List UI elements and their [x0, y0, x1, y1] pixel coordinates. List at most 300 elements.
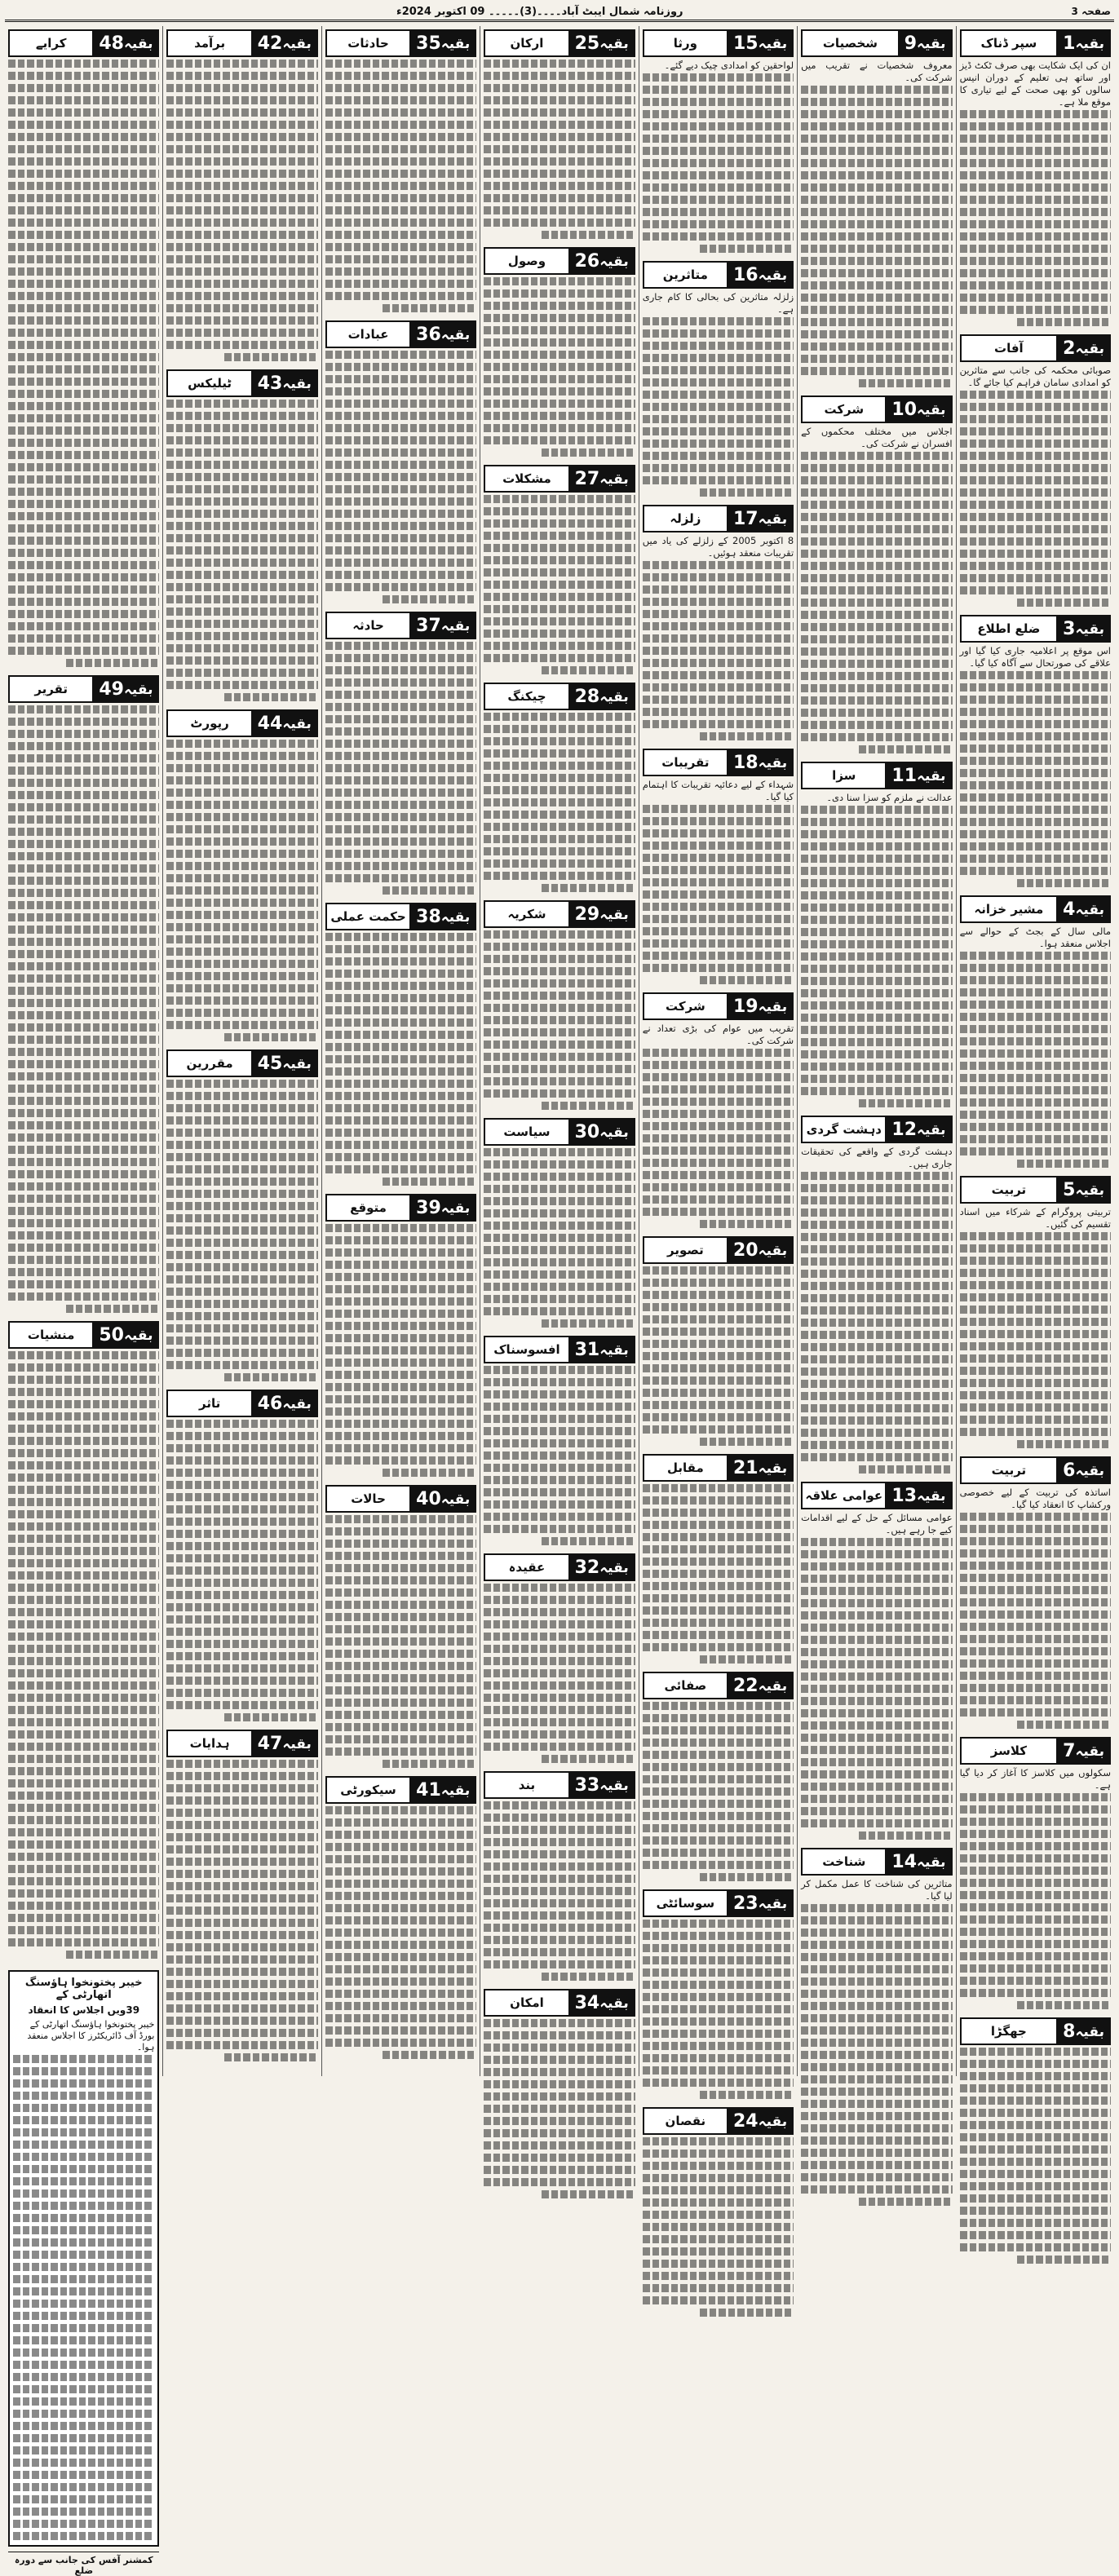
- text-line: [960, 2097, 1111, 2105]
- article-topic: سیکورٹی: [327, 1778, 409, 1802]
- text-line: [166, 1129, 317, 1137]
- text-line: [643, 329, 794, 338]
- text-line: [960, 1244, 1111, 1253]
- continuation-number: 5: [1063, 1179, 1076, 1200]
- footer-note: کمشنر آفس کی جانب سے دورہ ضلع: [8, 2552, 159, 2576]
- text-line: [8, 852, 159, 860]
- news-box-subtitle: 39ویں اجلاس کا انعقاد: [28, 2004, 140, 2016]
- text-line: [8, 1620, 159, 1628]
- text-line: [166, 1554, 317, 1562]
- text-line: [484, 375, 635, 383]
- text-line: [960, 1098, 1111, 1107]
- continuation-label: [1056, 336, 1109, 360]
- text-line: [801, 1746, 952, 1754]
- continuation-label: [409, 904, 475, 929]
- text-line: [960, 1574, 1111, 1582]
- text-line: [960, 208, 1111, 216]
- continuation-label: [251, 371, 316, 395]
- text-line: [643, 464, 794, 472]
- text-line: [801, 2026, 952, 2035]
- article-topic: تصویر: [644, 1238, 727, 1262]
- text-line: [13, 2263, 154, 2271]
- text-line: [166, 1518, 317, 1526]
- text-line: [960, 513, 1111, 521]
- text-line: [801, 928, 952, 936]
- text-line: [8, 353, 159, 361]
- text-line: [166, 243, 317, 251]
- text-line: [224, 2053, 318, 2061]
- text-line: [960, 2109, 1111, 2117]
- baqia-word: بقیہ: [599, 253, 629, 270]
- text-line: [166, 1689, 317, 1697]
- text-line: [484, 1706, 635, 1714]
- continuation-label: [1056, 897, 1109, 921]
- continuation-label: [92, 1323, 157, 1347]
- text-line: [325, 255, 476, 263]
- text-line: [166, 1931, 317, 1939]
- text-line: [166, 304, 317, 312]
- text-line: [484, 145, 635, 153]
- text-line: [801, 1904, 952, 1912]
- article-topic: صفائی: [644, 1673, 727, 1698]
- text-line: [801, 1538, 952, 1546]
- text-line: [325, 1407, 476, 1416]
- text-line: [8, 1718, 159, 1726]
- continuation-number: 46: [257, 1393, 283, 1414]
- text-line: [166, 1980, 317, 1988]
- text-line: [166, 133, 317, 141]
- text-line: [325, 375, 476, 383]
- text-line: [484, 84, 635, 92]
- article-block: [484, 26, 635, 239]
- column-4: [480, 26, 638, 2076]
- text-line: [166, 1615, 317, 1624]
- baqia-word: بقیہ: [758, 2113, 788, 2130]
- article-header: [643, 992, 794, 1020]
- text-lines: [166, 740, 317, 1041]
- text-line: [801, 1087, 952, 1095]
- text-line: [484, 2178, 635, 2186]
- text-line: [325, 789, 476, 797]
- continuation-label: [409, 1487, 475, 1511]
- text-line: [484, 157, 635, 166]
- text-lines: [484, 1584, 635, 1763]
- text-line: [383, 304, 476, 312]
- article-topic: شرکت: [644, 994, 727, 1018]
- text-line: [484, 1488, 635, 1496]
- text-line: [325, 1625, 476, 1633]
- text-line: [224, 1373, 318, 1381]
- text-lines: [484, 1366, 635, 1545]
- text-line: [643, 829, 794, 837]
- text-line: [643, 1558, 794, 1566]
- text-line: [325, 1818, 476, 1827]
- baqia-word: بقیہ: [758, 998, 788, 1015]
- text-line: [801, 1306, 952, 1315]
- text-line: [166, 1796, 317, 1805]
- text-line: [8, 705, 159, 714]
- text-line: [801, 1916, 952, 1924]
- text-line: [8, 329, 159, 337]
- text-line: [801, 1026, 952, 1034]
- text-line: [643, 2272, 794, 2280]
- text-line: [801, 916, 952, 924]
- continuation-number: 29: [574, 904, 600, 925]
- text-line: [166, 984, 317, 992]
- text-line: [484, 2154, 635, 2162]
- text-line: [8, 1268, 159, 1276]
- text-line: [8, 730, 159, 738]
- article-block: [801, 1478, 952, 1840]
- baqia-word: بقیہ: [599, 1124, 629, 1141]
- text-line: [8, 610, 159, 618]
- text-line: [325, 2026, 476, 2035]
- text-line: [166, 473, 317, 481]
- text-lines: [801, 806, 952, 1107]
- text-line: [325, 1092, 476, 1100]
- article-block: [166, 706, 317, 1041]
- text-line: [166, 923, 317, 931]
- text-line: [325, 182, 476, 190]
- text-line: [8, 1072, 159, 1080]
- text-line: [325, 424, 476, 432]
- text-line: [643, 2247, 794, 2256]
- continuation-label: [251, 1391, 316, 1416]
- text-line: [643, 220, 794, 228]
- article-block: [166, 1046, 317, 1381]
- text-line: [801, 1368, 952, 1376]
- text-line: [643, 2296, 794, 2304]
- text-line: [484, 1718, 635, 1726]
- text-line: [8, 938, 159, 946]
- text-line: [13, 2116, 154, 2124]
- text-lines: [643, 561, 794, 740]
- baqia-word: بقیہ: [599, 1995, 629, 2012]
- text-line: [325, 1904, 476, 1912]
- text-line: [960, 2243, 1111, 2251]
- text-line: [166, 280, 317, 288]
- text-line: [700, 732, 794, 740]
- text-lines: [960, 1793, 1111, 2009]
- text-line: [325, 1977, 476, 1986]
- text-line: [801, 476, 952, 484]
- text-line: [859, 379, 953, 387]
- text-line: [801, 842, 952, 851]
- article-header: [960, 2017, 1111, 2045]
- text-line: [8, 1133, 159, 1142]
- text-line: [960, 452, 1111, 460]
- text-line: [801, 135, 952, 143]
- article-block: [166, 1726, 317, 2061]
- article-topic: حالات: [327, 1487, 409, 1511]
- text-line: [484, 387, 635, 395]
- text-line: [960, 818, 1111, 826]
- text-line: [325, 874, 476, 882]
- text-line: [166, 1505, 317, 1513]
- continuation-number: 41: [416, 1779, 441, 1801]
- text-line: [166, 341, 317, 349]
- baqia-word: بقیہ: [1075, 621, 1104, 638]
- baqia-word: بقیہ: [1075, 2023, 1104, 2040]
- baqia-word: بقیہ: [758, 1895, 788, 1912]
- text-lines: [8, 705, 159, 1313]
- text-line: [325, 776, 476, 784]
- text-line: [960, 1403, 1111, 1412]
- article-header: [166, 29, 317, 57]
- text-line: [960, 806, 1111, 814]
- text-line: [166, 1542, 317, 1550]
- text-line: [325, 1116, 476, 1125]
- text-line: [960, 464, 1111, 472]
- text-line: [960, 110, 1111, 118]
- text-line: [8, 1023, 159, 1032]
- text-line: [8, 1755, 159, 1763]
- text-line: [166, 1591, 317, 1599]
- text-line: [801, 501, 952, 509]
- text-line: [8, 913, 159, 921]
- baqia-word: بقیہ: [599, 35, 629, 52]
- baqia-word: بقیہ: [1075, 1743, 1104, 1760]
- text-line: [1017, 599, 1111, 607]
- text-line: [960, 135, 1111, 143]
- text-line: [8, 402, 159, 410]
- text-line: [960, 488, 1111, 497]
- text-lines: [643, 1049, 794, 1228]
- text-line: [801, 635, 952, 643]
- text-lines: [801, 1172, 952, 1474]
- text-line: [484, 556, 635, 564]
- text-line: [325, 1674, 476, 1682]
- columns-container: [5, 26, 1114, 2576]
- article-topic: کرایے: [10, 31, 92, 55]
- text-line: [643, 573, 794, 581]
- text-line: [325, 1515, 476, 1523]
- text-line: [325, 1965, 476, 1973]
- text-line: [542, 1973, 635, 1981]
- text-line: [960, 1549, 1111, 1558]
- text-line: [484, 1899, 635, 1907]
- text-line: [960, 1623, 1111, 1631]
- continuation-label: [1056, 31, 1109, 55]
- text-line: [8, 1804, 159, 1812]
- baqia-word: بقیہ: [758, 267, 788, 284]
- text-line: [325, 1735, 476, 1743]
- article-header: [325, 1194, 476, 1222]
- article-block: [325, 317, 476, 603]
- continuation-number: 7: [1063, 1740, 1076, 1761]
- text-line: [325, 1080, 476, 1088]
- text-line: [960, 964, 1111, 972]
- article-block: [960, 1734, 1111, 2009]
- text-line: [643, 1389, 794, 1397]
- text-line: [166, 1640, 317, 1648]
- baqia-word: بقیہ: [1075, 340, 1104, 357]
- text-line: [166, 1530, 317, 1538]
- article-topic: وصول: [485, 249, 568, 273]
- text-line: [801, 1221, 952, 1229]
- text-line: [960, 2145, 1111, 2154]
- text-line: [484, 1004, 635, 1012]
- text-line: [960, 1416, 1111, 1424]
- text-line: [801, 855, 952, 863]
- text-line: [960, 830, 1111, 838]
- text-line: [13, 2348, 154, 2357]
- text-line: [484, 1403, 635, 1411]
- continuation-number: 39: [416, 1197, 441, 1218]
- article-block: [484, 1332, 635, 1545]
- text-line: [8, 1596, 159, 1604]
- text-line: [325, 1527, 476, 1535]
- baqia-word: بقیہ: [282, 1395, 312, 1412]
- text-line: [484, 1862, 635, 1871]
- text-line: [166, 1116, 317, 1125]
- text-line: [325, 970, 476, 978]
- text-line: [484, 605, 635, 613]
- text-line: [484, 1307, 635, 1315]
- article-block: [643, 26, 794, 253]
- text-line: [960, 1037, 1111, 1045]
- baqia-word: بقیہ: [440, 1491, 471, 1508]
- text-line: [643, 2005, 794, 2013]
- text-line: [484, 967, 635, 975]
- masthead: [5, 3, 1114, 22]
- text-line: [8, 1571, 159, 1580]
- text-line: [8, 1657, 159, 1665]
- text-line: [325, 1806, 476, 1814]
- text-line: [960, 1330, 1111, 1338]
- baqia-word: بقیہ: [599, 1777, 629, 1794]
- text-line: [643, 696, 794, 704]
- text-line: [325, 387, 476, 395]
- text-line: [960, 1354, 1111, 1363]
- text-line: [801, 525, 952, 533]
- text-line: [542, 1755, 635, 1763]
- article-block: [801, 758, 952, 1107]
- text-lines: [801, 452, 952, 753]
- text-line: [960, 1342, 1111, 1350]
- text-line: [801, 2100, 952, 2108]
- text-line: [801, 2185, 952, 2194]
- text-line: [801, 1721, 952, 1730]
- text-line: [960, 1111, 1111, 1119]
- text-line: [801, 1734, 952, 1742]
- continuation-label: [1056, 1458, 1109, 1482]
- baqia-word: بقیہ: [599, 1341, 629, 1359]
- text-line: [801, 1380, 952, 1388]
- continuation-number: 3: [1063, 618, 1076, 639]
- text-line: [960, 1318, 1111, 1326]
- text-line: [643, 1993, 794, 2001]
- text-line: [484, 630, 635, 638]
- text-line: [484, 713, 635, 721]
- text-line: [960, 1805, 1111, 1814]
- text-line: [801, 330, 952, 338]
- text-line: [8, 1121, 159, 1129]
- text-line: [643, 854, 794, 862]
- continuation-number: 9: [904, 33, 918, 54]
- news-box: [8, 1970, 159, 2547]
- text-line: [8, 206, 159, 214]
- text-line: [542, 1537, 635, 1545]
- text-line: [484, 1694, 635, 1702]
- text-line: [13, 2508, 154, 2516]
- article-block: [325, 26, 476, 312]
- baqia-word: بقیہ: [440, 35, 471, 52]
- article-header: [801, 395, 952, 423]
- text-line: [8, 1877, 159, 1885]
- text-line: [801, 940, 952, 948]
- text-line: [325, 678, 476, 687]
- text-line: [166, 170, 317, 178]
- text-line: [643, 683, 794, 691]
- article-topic: ارکان: [485, 31, 568, 55]
- text-line: [166, 1481, 317, 1489]
- text-line: [643, 1364, 794, 1372]
- text-line: [960, 2060, 1111, 2068]
- text-line: [960, 1903, 1111, 1911]
- text-line: [325, 1006, 476, 1014]
- text-line: [643, 1085, 794, 1094]
- text-line: [325, 1650, 476, 1658]
- text-line: [801, 721, 952, 729]
- text-line: [484, 992, 635, 1000]
- text-line: [325, 206, 476, 214]
- text-line: [960, 1696, 1111, 1704]
- continuation-label: [409, 613, 475, 638]
- text-line: [13, 2067, 154, 2075]
- text-line: [801, 183, 952, 192]
- text-line: [325, 982, 476, 990]
- text-line: [960, 1867, 1111, 1875]
- continuation-label: [409, 322, 475, 347]
- text-line: [484, 859, 635, 868]
- text-line: [960, 1257, 1111, 1265]
- text-line: [960, 1306, 1111, 1314]
- text-line: [801, 1624, 952, 1632]
- article-text: معروف شخصیات نے تقریب میں شرکت کی۔: [801, 60, 953, 83]
- text-line: [960, 1123, 1111, 1131]
- article-block: [801, 1845, 952, 2206]
- text-line: [325, 2002, 476, 2010]
- article-block: [8, 1318, 159, 1959]
- text-line: [8, 267, 159, 276]
- text-line: [13, 2446, 154, 2454]
- text-line: [325, 1662, 476, 1670]
- text-line: [166, 837, 317, 846]
- text-line: [325, 412, 476, 420]
- text-line: [166, 2041, 317, 2049]
- text-line: [166, 72, 317, 80]
- text-line: [166, 1858, 317, 1866]
- text-line: [643, 1981, 794, 1989]
- text-line: [960, 2048, 1111, 2056]
- text-line: [166, 764, 317, 772]
- text-line: [325, 1067, 476, 1076]
- text-line: [643, 354, 794, 362]
- text-line: [13, 2324, 154, 2332]
- text-line: [801, 257, 952, 265]
- text-line: [801, 1953, 952, 1961]
- text-line: [8, 1109, 159, 1117]
- text-line: [643, 915, 794, 923]
- text-line: [325, 1285, 476, 1293]
- text-line: [484, 1427, 635, 1435]
- article-header: [643, 749, 794, 776]
- article-header: [484, 683, 635, 710]
- text-line: [166, 874, 317, 882]
- text-line: [643, 1932, 794, 1940]
- text-line: [8, 451, 159, 459]
